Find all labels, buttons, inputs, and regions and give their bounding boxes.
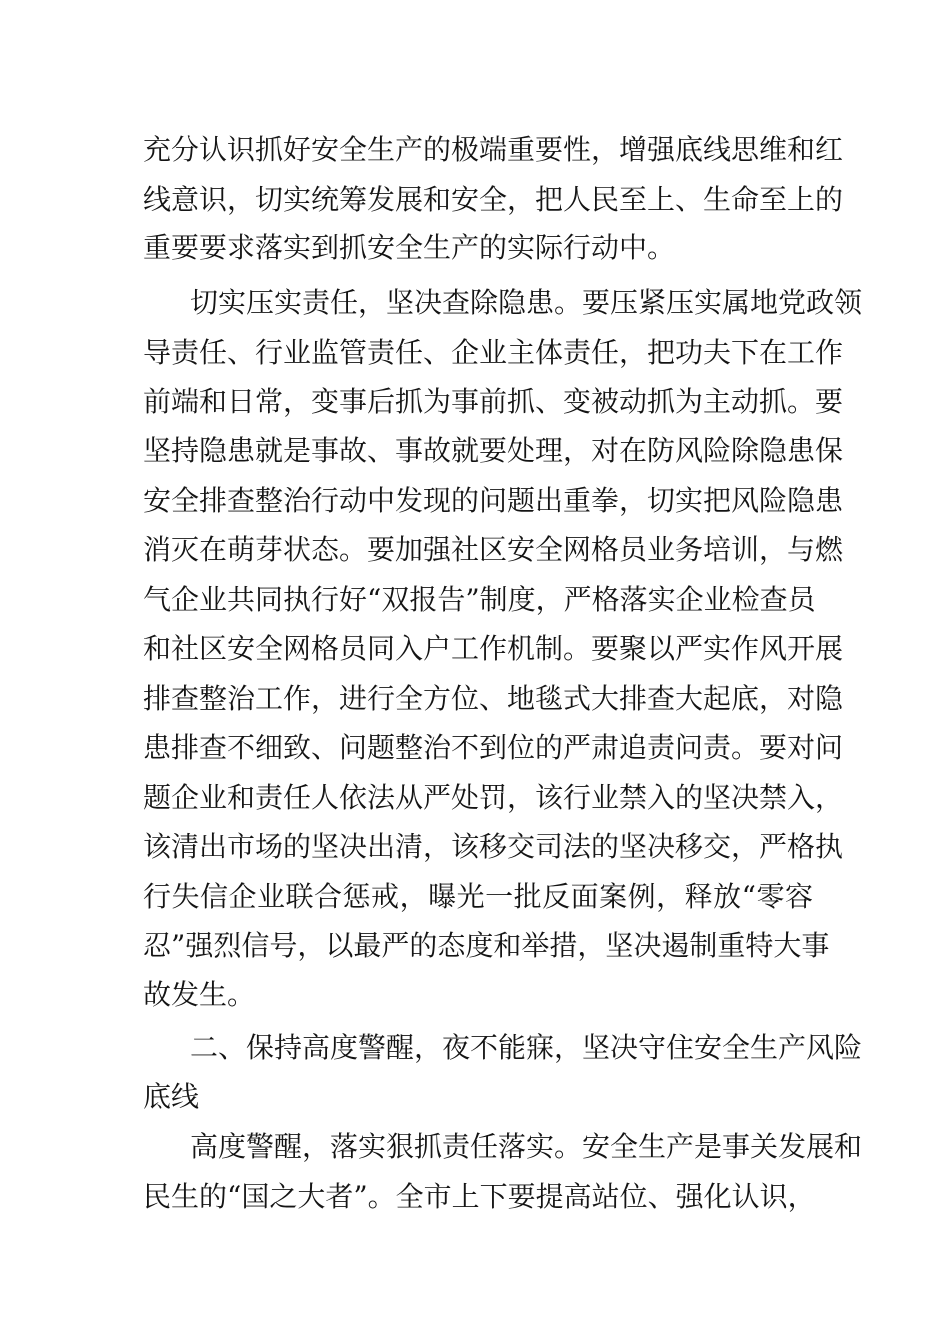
text-line: 该清出市场的坚决出清，该移交司法的坚决移交，严格执: [143, 830, 844, 863]
text-line: 高度警醒，落实狠抓责任落实。安全生产是事关发展和: [190, 1130, 863, 1163]
text-line: 消灭在萌芽状态。要加强社区安全网格员业务培训，与燃: [143, 533, 844, 566]
text-line: 导责任、行业监管责任、企业主体责任，把功夫下在工作: [143, 336, 844, 369]
text-line: 和社区安全网格员同入户工作机制。要聚以严实作风开展: [143, 632, 844, 665]
section-heading: 底线: [143, 1080, 200, 1113]
text-line: 线意识，切实统筹发展和安全，把人民至上、生命至上的: [143, 183, 844, 216]
text-line: 故发生。: [143, 978, 256, 1011]
text-line: 气企业共同执行好“双报告”制度，严格落实企业检查员: [143, 583, 816, 616]
section-heading: 二、保持高度警醒，夜不能寐，坚决守住安全生产风险: [190, 1031, 863, 1064]
text-line: 排查整治工作，进行全方位、地毯式大排查大起底，对隐: [143, 682, 844, 715]
text-line: 充分认识抓好安全生产的极端重要性，增强底线思维和红: [143, 133, 844, 166]
text-line: 行失信企业联合惩戒，曝光一批反面案例，释放“零容: [143, 880, 813, 913]
text-line: 坚持隐患就是事故、事故就要处理，对在防风险除隐患保: [143, 434, 844, 467]
text-line: 患排查不细致、问题整治不到位的严肃追责问责。要对问: [143, 731, 844, 764]
text-line: 前端和日常，变事后抓为事前抓、变被动抓为主动抓。要: [143, 385, 844, 418]
text-line: 重要要求落实到抓安全生产的实际行动中。: [143, 231, 676, 264]
text-line: 切实压实责任，坚决查除隐患。要压紧压实属地党政领: [190, 286, 863, 319]
text-line: 题企业和责任人依法从严处罚，该行业禁入的坚决禁入，: [143, 781, 844, 814]
text-line: 民生的“国之大者”。全市上下要提高站位、强化认识，: [143, 1180, 816, 1213]
text-line: 忍”强烈信号，以最严的态度和举措，坚决遏制重特大事: [143, 929, 830, 962]
text-line: 安全排查整治行动中发现的问题出重拳，切实把风险隐患: [143, 484, 844, 517]
